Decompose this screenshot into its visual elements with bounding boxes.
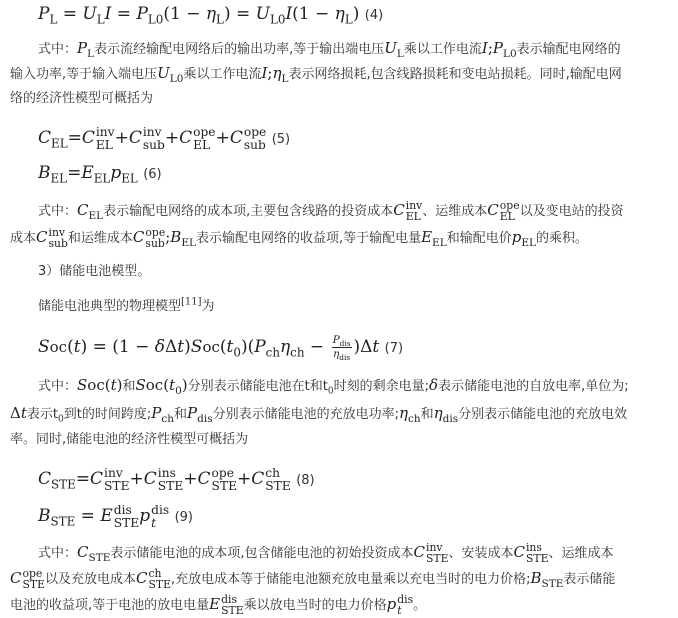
- equation-6: $B_{EL}=E_{EL}p_{EL}$ (6): [38, 163, 162, 186]
- paragraph-line: 电池的收益项,等于电池的放电电量E dis STE 乘以放电当时的电力价格p dis t 。: [10, 592, 427, 617]
- paragraph-line: 式中：$P_L$表示流经输配电网络后的输出功率,等于输出端电压$U_L$乘以工作电流$I;P_{L0}$表示输配电网络的: [38, 39, 621, 60]
- paragraph-line: 络的经济性模型可概括为: [10, 91, 154, 106]
- paragraph-line: 式中：Soc(t)和$Soc(t_0)$分别表示储能电池在t和$t_0$时刻的剩余电量;δ表示储能电池的自放电率,单位为;: [38, 376, 629, 397]
- equation-number: (6): [143, 167, 162, 182]
- paragraph-line: 成本C inv sub 和运维成本C ope sub $;B_{EL}$表示输配电网络的收益项,等于输配电量$E_{EL}$和输配电价$p_{EL}$的乘积。: [10, 225, 588, 250]
- equation-number: (9): [174, 510, 193, 525]
- paragraph-line: 式中：$C_{EL}$表示输配电网络的成本项,主要包含线路的投资成本C inv EL 、运维成本C ope EL 以及变电站的投资: [38, 198, 624, 223]
- section-heading: 3）储能电池模型。: [38, 264, 151, 279]
- equation-number: (5): [271, 132, 291, 147]
- paragraph-line: 储能电池典型的物理模型[11]为: [38, 296, 215, 314]
- paragraph-line: C ope STE 以及充放电成本C ch STE ,充放电成本等于储能电池额充放电量乘以充电当时的电力价格$;B_{STE}$表示储能: [10, 566, 616, 591]
- paragraph-line: 输入功率,等于输入端电压$U_{L0}$乘以工作电流$I;\eta_L$表示网络损耗,包含线路损耗和变电站损耗。同时,输配电网: [10, 64, 622, 85]
- paragraph-line: 率。同时,储能电池的经济性模型可概括为: [10, 432, 249, 447]
- equation-4: $P_L = U_LI = P_{L0}(1 - \eta_L) = U_{L0}I(1 - \eta_L)$ (4): [38, 4, 384, 27]
- equation-number: (4): [364, 8, 384, 23]
- equation-9: $B_{STE} = E$ dis STE p dis t (9): [38, 502, 193, 530]
- paragraph-line: Δt表示$t_0$到t的时间跨度$;P_{ch}$和$P_{dis}$分别表示储能电池的充放电功率$;\eta_{ch}$和$\eta_{dis}$分别表示储能电池的充放电效: [10, 404, 628, 425]
- paragraph-line: 式中：$C_{STE}$表示储能电池的成本项,包含储能电池的初始投资成本C inv STE 、安装成本C ins STE 、运维成本: [38, 540, 614, 565]
- equation-number: (7): [384, 341, 404, 356]
- equation-8: $C_{STE}=C$ inv STE +C ins STE +C ope STE +C ch STE (8): [38, 465, 315, 493]
- equation-7: $Soc(t) = (1 - \delta\Delta t)Soc(t_0)(P_{ch}\eta_{ch}$ − $\frac{P_{dis}}{\eta_{dis}}$ )Δt (7): [38, 334, 404, 363]
- equation-number: (8): [296, 473, 315, 488]
- equation-5: $C_{EL}=C$ inv EL +C inv sub +C ope EL +C ope sub (5): [38, 124, 291, 152]
- citation-ref: [11]: [181, 296, 202, 308]
